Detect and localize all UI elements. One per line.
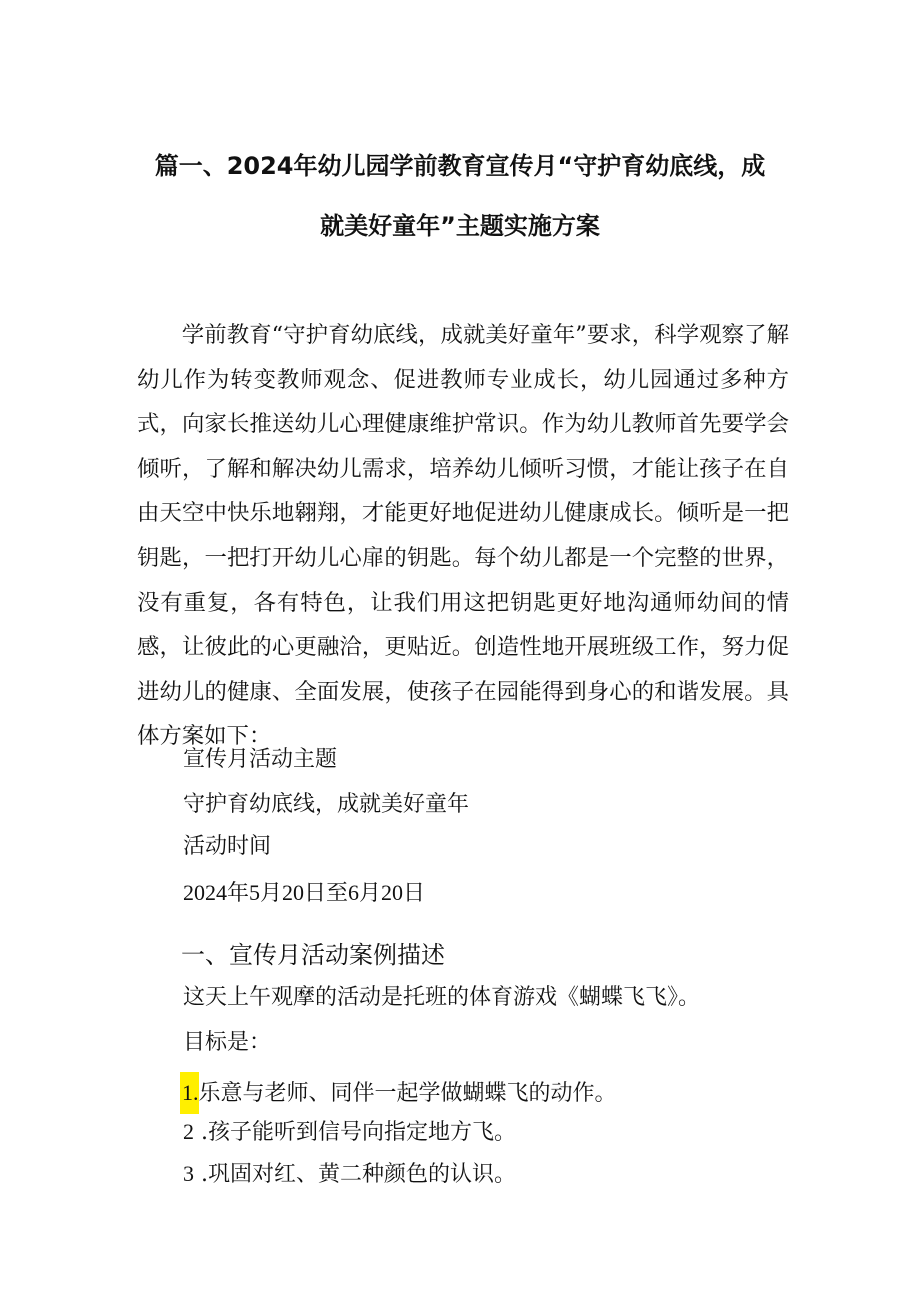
goal-text: .孩子能听到信号向指定地方飞。 [194, 1120, 516, 1145]
goal-number: 2 [183, 1119, 194, 1144]
case-intro: 这天上午观摩的活动是托班的体育游戏《蝴蝶飞飞》。 [183, 985, 701, 1010]
goal-number: 3 [183, 1161, 194, 1186]
theme-value: 守护育幼底线，成就美好童年 [183, 792, 470, 817]
time-value: 2024年5月20日至6月20日 [183, 880, 426, 905]
goal-number-highlighted: 1. [180, 1072, 199, 1114]
document-title-line-2: 就美好童年”主题实施方案 [320, 212, 600, 240]
goal-text: 乐意与老师、同伴一起学做蝴蝶飞的动作。 [198, 1081, 617, 1106]
goal-item [180, 1072, 617, 1114]
goal-text: .巩固对红、黄二种颜色的认识。 [194, 1162, 516, 1187]
goal-item [183, 1117, 516, 1148]
theme-label: 宣传月活动主题 [183, 747, 338, 772]
section-heading: 一、宣传月活动案例描述 [181, 941, 445, 969]
goals-label: 目标是： [183, 1030, 272, 1055]
document-title-line-1: 篇一、2024年幼儿园学前教育宣传月“守护育幼底线，成 [154, 152, 766, 180]
goal-item [183, 1159, 516, 1190]
time-label: 活动时间 [183, 834, 272, 859]
intro-paragraph: 学前教育“守护育幼底线，成就美好童年”要求，科学观察了解幼儿作为转变教师观念、促进教师专业成长，幼儿园通过多种方式，向家长推送幼儿心理健康维护常识。作为幼儿教师首先要学会倾听，了解和解决幼儿需求，培养幼儿倾听习惯，才能让孩子在自由天空中快乐地翱翔，才能更好地促进幼儿健康成长。倾听是一把钥匙，一把打开幼儿心扉的钥匙。每个幼儿都是一个完整的世界，没有重复，各有特色，让我们用这把钥匙更好地沟通师幼间的情感，让彼此的心更融洽，更贴近。创造性地开展班级工作，努力促进幼儿的健康、全面发展，使孩子在园能得到身心的和谐发展。具体方案如下： [137, 322, 789, 750]
